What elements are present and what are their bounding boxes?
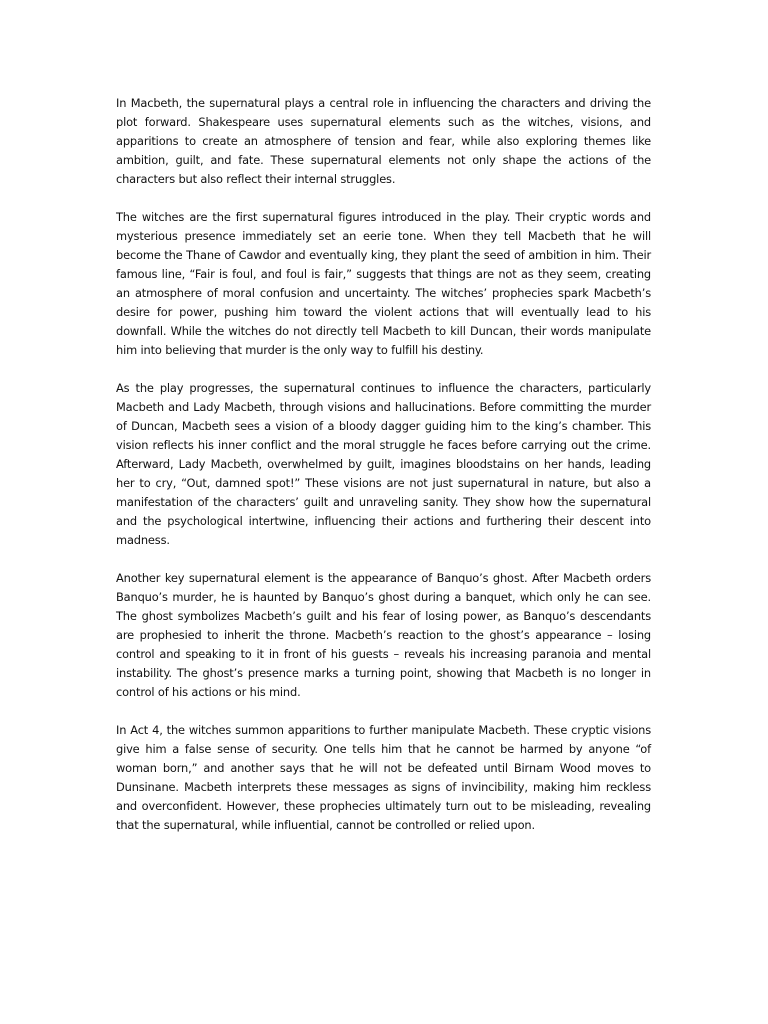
paragraph-visions: As the play progresses, the supernatural continues to influence the characters, particularly Macbeth and Lady Macbeth, through visions and hallucinations. Before committing the murder of Duncan, Macbeth sees a vision of a bloody dagger guiding him to the king’s chamber. This vision reflects his inner conflict and the moral struggle he faces before carrying out the crime. Afterward, Lady Macbeth, overwhelmed by guilt, imagines bloodstains on her hands, leading her to cry, “Out, damned spot!” These visions are not just supernatural in nature, but also a manifestation of the characters’ guilt and unraveling sanity. They show how the supernatural and the psychological intertwine, influencing their actions and furthering their descent into madness.: [116, 381, 651, 547]
paragraph-apparitions: In Act 4, the witches summon apparitions to further manipulate Macbeth. These cryptic visions give him a false sense of security. One tells him that he cannot be harmed by anyone “of woman born,” and another says that he will not be defeated until Birnam Wood moves to Dunsinane. Macbeth interprets these messages as signs of invincibility, making him reckless and overconfident. However, these prophecies ultimately turn out to be misleading, revealing that the supernatural, while influential, cannot be controlled or relied upon.: [116, 723, 651, 832]
paragraph-banquo-ghost: Another key supernatural element is the appearance of Banquo’s ghost. After Macbeth orders Banquo’s murder, he is haunted by Banquo’s ghost during a banquet, which only he can see. The ghost symbolizes Macbeth’s guilt and his fear of losing power, as Banquo’s descendants are prophesied to inherit the throne. Macbeth’s reaction to the ghost’s appearance – losing control and speaking to it in front of his guests – reveals his increasing paranoia and mental instability. The ghost’s presence marks a turning point, showing that Macbeth is no longer in control of his actions or his mind.: [116, 571, 651, 699]
document-body: [116, 94, 651, 854]
paragraph-witches: The witches are the first supernatural figures introduced in the play. Their cryptic words and mysterious presence immediately set an eerie tone. When they tell Macbeth that he will become the Thane of Cawdor and eventually king, they plant the seed of ambition in him. Their famous line, “Fair is foul, and foul is fair,” suggests that things are not as they seem, creating an atmosphere of moral confusion and uncertainty. The witches’ prophecies spark Macbeth’s desire for power, pushing him toward the violent actions that will eventually lead to his downfall. While the witches do not directly tell Macbeth to kill Duncan, their words manipulate him into believing that murder is the only way to fulfill his destiny.: [116, 210, 651, 357]
paragraph-intro: In Macbeth, the supernatural plays a central role in influencing the characters and driving the plot forward. Shakespeare uses supernatural elements such as the witches, visions, and apparitions to create an atmosphere of tension and fear, while also exploring themes like ambition, guilt, and fate. These supernatural elements not only shape the actions of the characters but also reflect their internal struggles.: [116, 96, 651, 186]
